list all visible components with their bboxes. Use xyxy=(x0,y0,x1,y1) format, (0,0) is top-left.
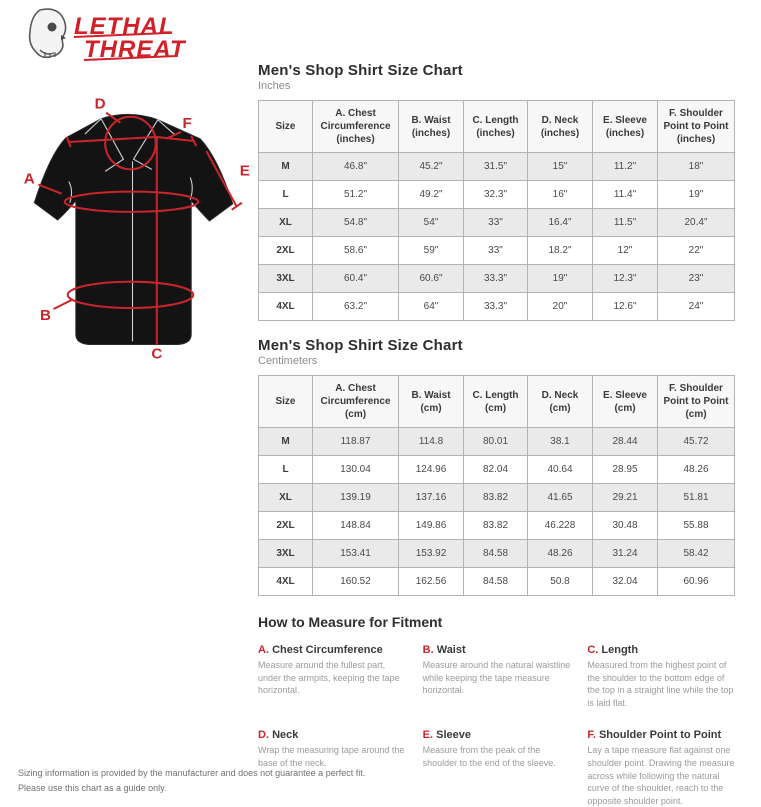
measure-item xyxy=(258,644,407,709)
value-cell: 11.4" xyxy=(593,181,658,209)
measure-item-letter: B. xyxy=(422,644,437,656)
value-cell: 45.72 xyxy=(658,428,735,456)
value-cell: 20.4" xyxy=(658,209,735,237)
value-cell: 162.56 xyxy=(399,568,464,596)
size-cell: 2XL xyxy=(259,237,313,265)
size-row xyxy=(259,181,735,209)
value-cell: 19" xyxy=(658,181,735,209)
cm-chart-subtitle: Centimeters xyxy=(258,355,318,367)
value-cell: 59" xyxy=(399,237,464,265)
value-cell: 60.96 xyxy=(658,568,735,596)
value-cell: 80.01 xyxy=(464,428,528,456)
value-cell: 46.8" xyxy=(313,153,399,181)
column-header-cell: C. Length (inches) xyxy=(464,101,528,153)
value-cell: 33" xyxy=(464,209,528,237)
column-header-cell: C. Length (cm) xyxy=(464,376,528,428)
value-cell: 31.5" xyxy=(464,153,528,181)
value-cell: 58.42 xyxy=(658,540,735,568)
measure-item xyxy=(587,729,736,807)
size-row xyxy=(259,456,735,484)
value-cell: 41.65 xyxy=(528,484,593,512)
value-cell: 24" xyxy=(658,293,735,321)
value-cell: 19" xyxy=(528,265,593,293)
column-header-cell: D. Neck (inches) xyxy=(528,101,593,153)
value-cell: 38.1 xyxy=(528,428,593,456)
value-cell: 51.81 xyxy=(658,484,735,512)
size-cell: L xyxy=(259,456,313,484)
measure-item-letter: D. xyxy=(258,729,273,742)
value-cell: 32.04 xyxy=(593,568,658,596)
column-header-cell: Size xyxy=(259,101,313,153)
measure-item-heading: D. Neck xyxy=(258,729,299,742)
measure-item-description: Measure from the peak of the shoulder to the end of the sleeve. xyxy=(422,745,556,768)
measure-item-letter: A. xyxy=(258,644,273,656)
value-cell: 49.2" xyxy=(399,181,464,209)
measure-item-description: Measure around the fullest part, under the armpits, keeping the tape horizontal. xyxy=(258,660,400,696)
value-cell: 84.58 xyxy=(464,568,528,596)
measure-item-heading: B. Waist xyxy=(422,644,466,656)
cm-size-table xyxy=(258,375,735,596)
size-row xyxy=(259,293,735,321)
measure-item-heading: F. Shoulder Point to Point xyxy=(587,729,722,742)
value-cell: 64" xyxy=(399,293,464,321)
column-header-cell: D. Neck (cm) xyxy=(528,376,593,428)
value-cell: 28.95 xyxy=(593,456,658,484)
value-cell: 83.82 xyxy=(464,484,528,512)
value-cell: 29.21 xyxy=(593,484,658,512)
centimeters-section xyxy=(258,337,736,596)
value-cell: 45.2" xyxy=(399,153,464,181)
column-header-cell: E. Sleeve (cm) xyxy=(593,376,658,428)
logo-text-line2: THREAT xyxy=(84,36,186,63)
footer-line1: Sizing information is provided by the manufacturer and does not guarantee a perfect fit. xyxy=(18,768,366,778)
value-cell: 11.2" xyxy=(593,153,658,181)
value-cell: 33.3" xyxy=(464,293,528,321)
column-header-cell: E. Sleeve (inches) xyxy=(593,101,658,153)
measure-item-description: Wrap the measuring tape around the base of the neck. xyxy=(258,745,405,768)
column-header-cell: B. Waist (cm) xyxy=(399,376,464,428)
size-cell: 3XL xyxy=(259,540,313,568)
diagram-label-f: F xyxy=(182,114,192,132)
value-cell: 32.3" xyxy=(464,181,528,209)
value-cell: 46.228 xyxy=(528,512,593,540)
value-cell: 50.8 xyxy=(528,568,593,596)
measure-item xyxy=(423,729,572,807)
size-cell: 2XL xyxy=(259,512,313,540)
footer-line2: Please use this chart as a guide only. xyxy=(18,782,167,793)
table-header-row xyxy=(259,376,735,428)
value-cell: 130.04 xyxy=(313,456,399,484)
value-cell: 139.19 xyxy=(313,484,399,512)
measure-item xyxy=(423,644,572,709)
value-cell: 83.82 xyxy=(464,512,528,540)
value-cell: 12.6" xyxy=(593,293,658,321)
value-cell: 16.4" xyxy=(528,209,593,237)
size-row xyxy=(259,484,735,512)
size-row xyxy=(259,265,735,293)
value-cell: 20" xyxy=(528,293,593,321)
value-cell: 153.92 xyxy=(399,540,464,568)
footer-disclaimer xyxy=(18,766,365,796)
value-cell: 148.84 xyxy=(313,512,399,540)
measure-item-heading: C. Length xyxy=(587,644,639,656)
value-cell: 124.96 xyxy=(399,456,464,484)
value-cell: 15" xyxy=(528,153,593,181)
value-cell: 160.52 xyxy=(313,568,399,596)
measure-item-letter: C. xyxy=(587,644,602,656)
measure-item-description: Lay a tape measure flat against one shoulder point. Drawing the measure across while following the natural curve of the shoulder, reach to the opposite shoulder point. xyxy=(587,745,735,806)
size-cell: 3XL xyxy=(259,265,313,293)
value-cell: 12.3" xyxy=(593,265,658,293)
value-cell: 149.86 xyxy=(399,512,464,540)
value-cell: 137.16 xyxy=(399,484,464,512)
inches-chart-subtitle: Inches xyxy=(258,80,291,92)
value-cell: 58.6" xyxy=(313,237,399,265)
size-cell: M xyxy=(259,428,313,456)
size-cell: XL xyxy=(259,484,313,512)
value-cell: 40.64 xyxy=(528,456,593,484)
skull-icon xyxy=(30,9,66,58)
measure-item-heading: E. Sleeve xyxy=(422,729,471,742)
value-cell: 60.4" xyxy=(313,265,399,293)
value-cell: 22" xyxy=(658,237,735,265)
value-cell: 63.2" xyxy=(313,293,399,321)
diagram-label-c: C xyxy=(151,345,163,360)
size-row xyxy=(259,568,735,596)
shirt-body xyxy=(34,114,232,344)
value-cell: 16" xyxy=(528,181,593,209)
value-cell: 55.88 xyxy=(658,512,735,540)
size-row xyxy=(259,153,735,181)
size-row xyxy=(259,512,735,540)
inches-section xyxy=(258,62,736,321)
size-cell: 4XL xyxy=(259,568,313,596)
measure-item-description: Measure around the natural waistline while keeping the tape measure horizontal. xyxy=(422,660,571,696)
size-chart-column xyxy=(258,62,736,807)
shirt-measurement-diagram xyxy=(8,88,256,360)
diagram-label-e: E xyxy=(239,162,250,180)
size-row xyxy=(259,428,735,456)
size-row xyxy=(259,209,735,237)
value-cell: 48.26 xyxy=(528,540,593,568)
value-cell: 18.2" xyxy=(528,237,593,265)
value-cell: 30.48 xyxy=(593,512,658,540)
value-cell: 54.8" xyxy=(313,209,399,237)
value-cell: 12" xyxy=(593,237,658,265)
size-cell: 4XL xyxy=(259,293,313,321)
diagram-label-a: A xyxy=(23,170,35,188)
value-cell: 114.8 xyxy=(399,428,464,456)
cm-chart-title: Men's Shop Shirt Size Chart xyxy=(258,337,463,354)
value-cell: 51.2" xyxy=(313,181,399,209)
size-cell: XL xyxy=(259,209,313,237)
logo-text-line1: LETHAL xyxy=(74,13,175,40)
size-row xyxy=(259,237,735,265)
value-cell: 31.24 xyxy=(593,540,658,568)
value-cell: 11.5" xyxy=(593,209,658,237)
value-cell: 153.41 xyxy=(313,540,399,568)
value-cell: 82.04 xyxy=(464,456,528,484)
size-cell: M xyxy=(259,153,313,181)
column-header-cell: A. Chest Circumference (cm) xyxy=(313,376,399,428)
size-row xyxy=(259,540,735,568)
lethal-threat-logo xyxy=(18,4,233,68)
column-header-cell: B. Waist (inches) xyxy=(399,101,464,153)
measure-item xyxy=(587,644,736,709)
value-cell: 48.26 xyxy=(658,456,735,484)
column-header-cell: Size xyxy=(259,376,313,428)
value-cell: 33" xyxy=(464,237,528,265)
value-cell: 33.3" xyxy=(464,265,528,293)
measure-item-letter: F. xyxy=(587,729,599,742)
table-header-row xyxy=(259,101,735,153)
diagram-label-b: B xyxy=(39,307,51,325)
value-cell: 28.44 xyxy=(593,428,658,456)
column-header-cell: F. Shoulder Point to Point (cm) xyxy=(658,376,735,428)
value-cell: 84.58 xyxy=(464,540,528,568)
size-cell: L xyxy=(259,181,313,209)
value-cell: 54" xyxy=(399,209,464,237)
inches-size-table xyxy=(258,100,735,321)
column-header-cell: F. Shoulder Point to Point (inches) xyxy=(658,101,735,153)
inches-chart-title: Men's Shop Shirt Size Chart xyxy=(258,62,463,79)
measure-item-description: Measured from the highest point of the shoulder to the bottom edge of the top in a straight line while the top is laid flat. xyxy=(587,660,734,708)
diagram-label-d: D xyxy=(94,95,106,113)
value-cell: 18" xyxy=(658,153,735,181)
value-cell: 60.6" xyxy=(399,265,464,293)
how-to-measure-title: How to Measure for Fitment xyxy=(258,614,443,630)
value-cell: 118.87 xyxy=(313,428,399,456)
measure-item-letter: E. xyxy=(422,729,437,742)
measure-item-heading: A. Chest Circumference xyxy=(258,644,383,656)
column-header-cell: A. Chest Circumference (inches) xyxy=(313,101,399,153)
value-cell: 23" xyxy=(658,265,735,293)
